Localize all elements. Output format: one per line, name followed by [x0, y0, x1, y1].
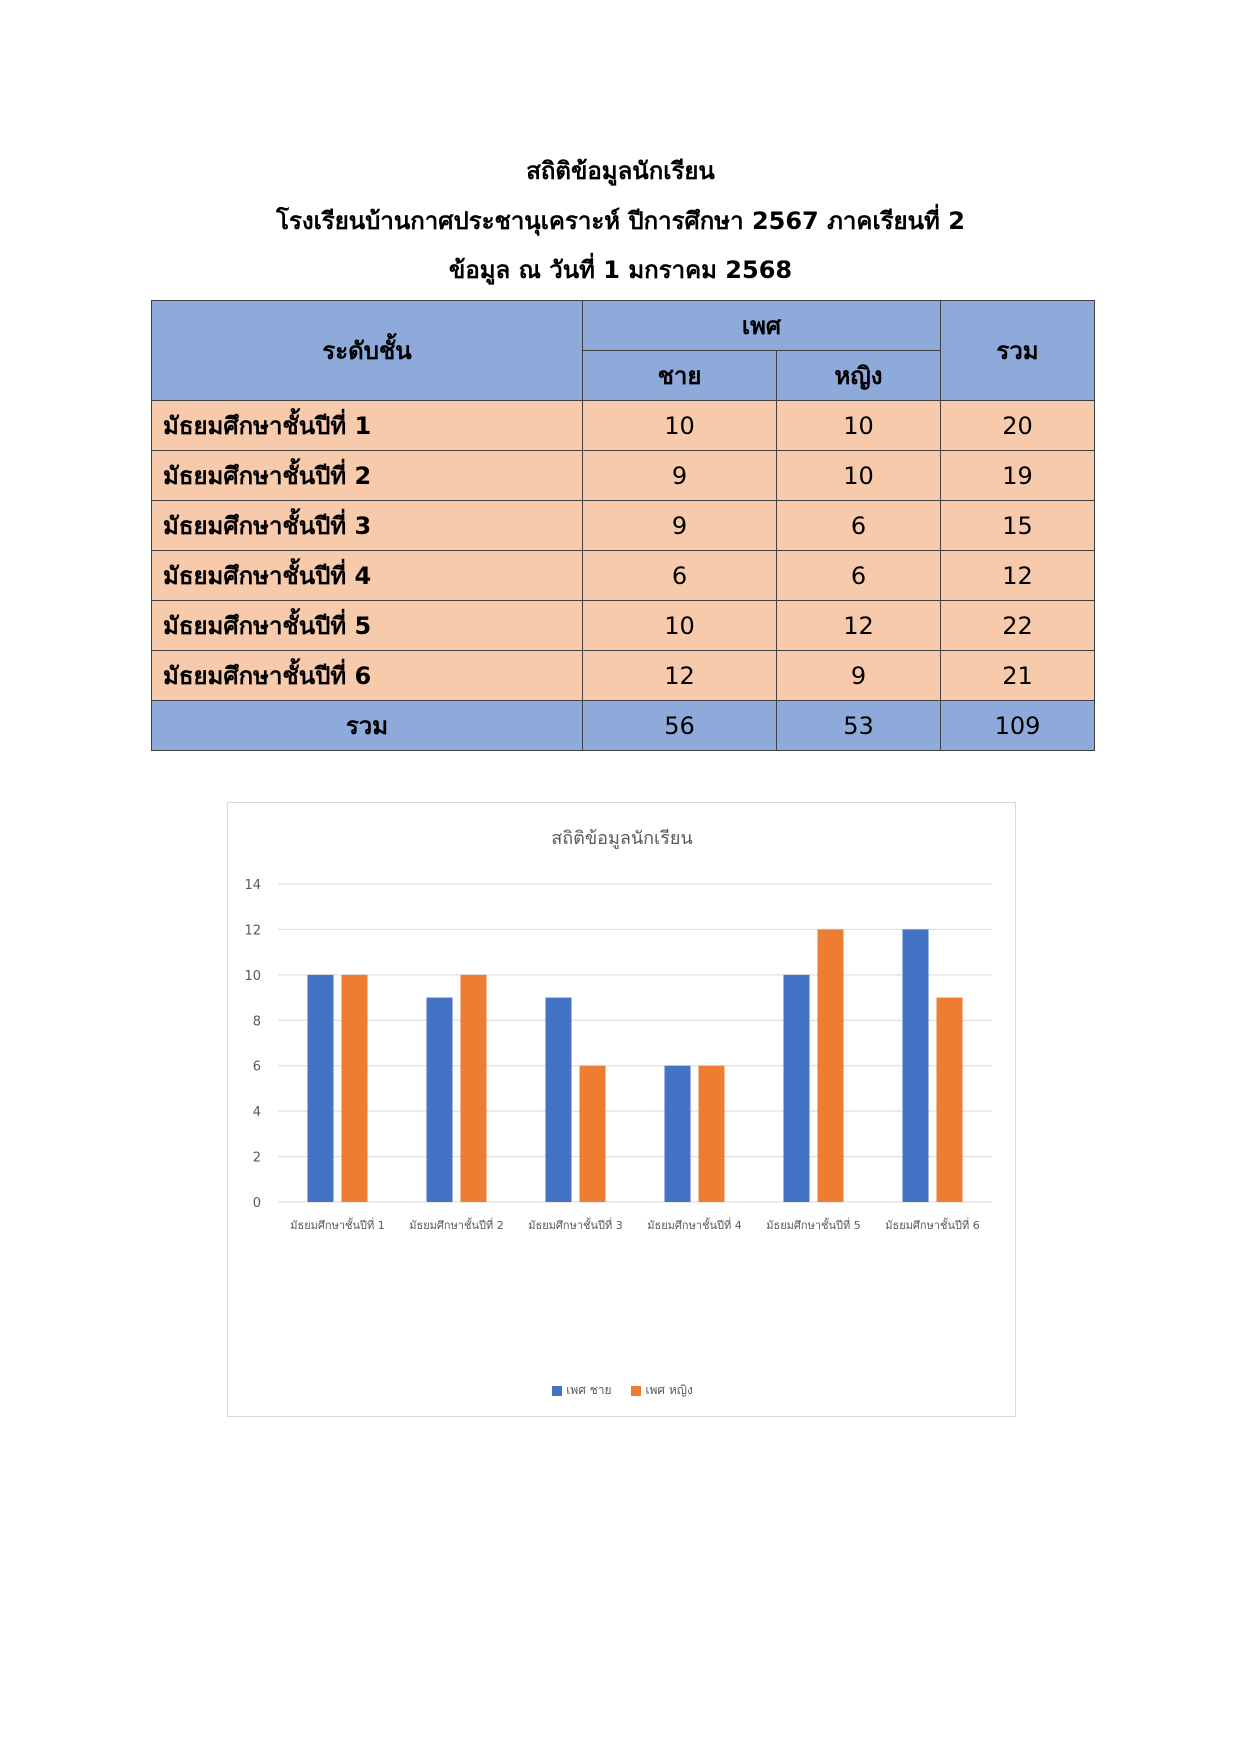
- female-cell: 6: [777, 551, 941, 601]
- male-cell: 10: [583, 401, 777, 451]
- legend-item-male: [552, 1381, 611, 1400]
- legend-swatch-male: [552, 1386, 562, 1396]
- bar-male: [784, 975, 810, 1202]
- y-tick-label: 8: [252, 1014, 261, 1030]
- header-gender: เพศ: [583, 301, 941, 351]
- table-row: [152, 501, 1095, 551]
- x-tick-label: มัธยมศึกษาชั้นปีที่ 5: [766, 1219, 861, 1232]
- y-tick-label: 14: [244, 878, 261, 893]
- total-male-cell: 56: [583, 701, 777, 751]
- female-cell: 12: [777, 601, 941, 651]
- bar-male: [427, 998, 453, 1202]
- total-cell: 19: [941, 451, 1095, 501]
- y-tick-label: 4: [252, 1105, 261, 1121]
- total-cell: 15: [941, 501, 1095, 551]
- header-female: หญิง: [777, 351, 941, 401]
- grand-total-cell: 109: [941, 701, 1095, 751]
- level-cell: มัธยมศึกษาชั้นปีที่ 5: [152, 601, 583, 651]
- school-term-line: โรงเรียนบ้านกาศประชานุเคราะห์ ปีการศึกษา 2567 ภาคเรียนที่ 2: [276, 207, 965, 235]
- x-tick-label: มัธยมศึกษาชั้นปีที่ 1: [290, 1219, 385, 1232]
- female-cell: 10: [777, 401, 941, 451]
- bar-female: [699, 1066, 725, 1202]
- bar-chart: [227, 802, 1016, 1417]
- male-cell: 6: [583, 551, 777, 601]
- header-level: ระดับชั้น: [152, 301, 583, 401]
- chart-legend: [228, 1381, 1017, 1400]
- male-cell: 10: [583, 601, 777, 651]
- y-tick-label: 6: [252, 1059, 261, 1075]
- bar-male: [308, 975, 334, 1202]
- legend-label-female: เพศ หญิง: [645, 1383, 693, 1397]
- bar-female: [580, 1066, 606, 1202]
- bar-female: [342, 975, 368, 1202]
- bar-female: [461, 975, 487, 1202]
- level-cell: มัธยมศึกษาชั้นปีที่ 4: [152, 551, 583, 601]
- male-cell: 9: [583, 501, 777, 551]
- total-label-cell: รวม: [152, 701, 583, 751]
- total-cell: 20: [941, 401, 1095, 451]
- data-date-line: ข้อมูล ณ วันที่ 1 มกราคม 2568: [448, 256, 793, 284]
- table-row: [152, 401, 1095, 451]
- x-tick-label: มัธยมศึกษาชั้นปีที่ 6: [885, 1219, 980, 1232]
- bar-male: [903, 929, 929, 1202]
- table-total-row: [152, 701, 1095, 751]
- legend-swatch-female: [631, 1386, 641, 1396]
- level-cell: มัธยมศึกษาชั้นปีที่ 1: [152, 401, 583, 451]
- level-cell: มัธยมศึกษาชั้นปีที่ 6: [152, 651, 583, 701]
- y-tick-label: 2: [252, 1150, 261, 1166]
- legend-item-female: [631, 1381, 692, 1400]
- total-female-cell: 53: [777, 701, 941, 751]
- header-total: รวม: [941, 301, 1095, 401]
- male-cell: 9: [583, 451, 777, 501]
- female-cell: 9: [777, 651, 941, 701]
- y-tick-label: 10: [244, 968, 261, 984]
- chart-title: สถิติข้อมูลนักเรียน: [551, 828, 693, 849]
- legend-label-male: เพศ ชาย: [566, 1383, 612, 1397]
- x-tick-label: มัธยมศึกษาชั้นปีที่ 3: [528, 1219, 623, 1232]
- bar-female: [937, 998, 963, 1202]
- y-tick-label: 12: [244, 923, 261, 939]
- student-stats-table: [151, 300, 1095, 751]
- x-tick-label: มัธยมศึกษาชั้นปีที่ 4: [647, 1219, 742, 1232]
- table-row: [152, 601, 1095, 651]
- bar-female: [818, 929, 844, 1202]
- level-cell: มัธยมศึกษาชั้นปีที่ 2: [152, 451, 583, 501]
- table-row: [152, 551, 1095, 601]
- total-cell: 22: [941, 601, 1095, 651]
- y-tick-label: 0: [252, 1196, 261, 1211]
- male-cell: 12: [583, 651, 777, 701]
- table-row: [152, 651, 1095, 701]
- chart-canvas: [228, 803, 1017, 1418]
- female-cell: 6: [777, 501, 941, 551]
- table-header-row: [152, 301, 1095, 351]
- bar-male: [546, 998, 572, 1202]
- total-cell: 12: [941, 551, 1095, 601]
- table-row: [152, 451, 1095, 501]
- total-cell: 21: [941, 651, 1095, 701]
- female-cell: 10: [777, 451, 941, 501]
- level-cell: มัธยมศึกษาชั้นปีที่ 3: [152, 501, 583, 551]
- x-tick-label: มัธยมศึกษาชั้นปีที่ 2: [409, 1219, 504, 1232]
- header-male: ชาย: [583, 351, 777, 401]
- document-title: สถิติข้อมูลนักเรียน: [526, 157, 715, 185]
- bar-male: [665, 1066, 691, 1202]
